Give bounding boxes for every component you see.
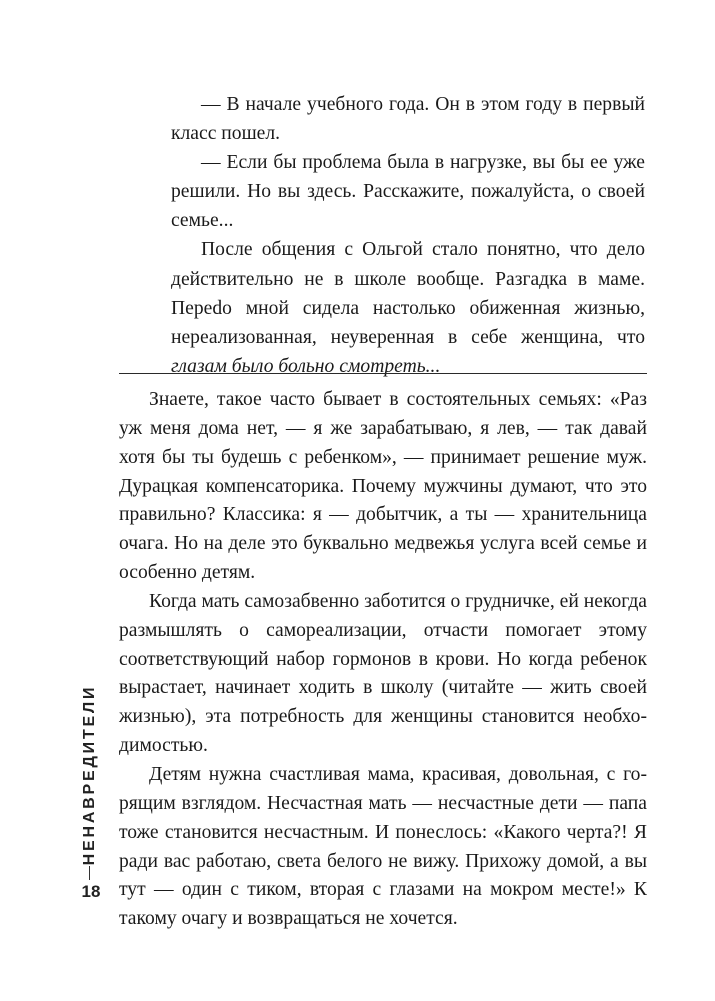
running-head-title: НЕНАВРЕДИТЕЛИ xyxy=(81,684,98,866)
paragraph-text: После общения с Ольгой стало понятно, что дело действительно не в школе вообще. Разгадка в маме. Переdо мной сидела настолько обиженная жизнью, нереализованная, неуверенная в себе женщина, что xyxy=(171,239,645,348)
dialogue-line: — Если бы проблема была в нагрузке, вы бы ее уже решили. Но вы здесь. Расскажите, пожалуйста, о своей семье... xyxy=(171,152,645,232)
running-head xyxy=(76,684,104,866)
section-divider xyxy=(119,373,647,374)
main-text xyxy=(119,386,647,934)
side-divider xyxy=(89,866,90,880)
italic-phrase: глазам было больно смотреть... xyxy=(171,355,441,377)
page-number: 18 xyxy=(81,882,101,901)
body-paragraph: Когда мать самозабвенно заботится о грудничке, ей некогда размышлять о самореализации, отчасти помогает этому соответствующий набор гормонов в крови. Но когда ребенок вырастает, начинает ходить в школу (читайте — жить своей жизнью), эта потребность для женщины становится необходимостью. xyxy=(119,590,647,757)
dialogue-line: — В начале учебного года. Он в этом году в первый класс пошел. xyxy=(171,94,645,145)
body-paragraph: Знаете, такое часто бывает в состоятельных семьях: «Раз уж меня дома нет, — я же зарабатываю, я лев, — так давай хотя бы ты будешь с ребенком», — принимает решение муж. Дурацкая компенсаторика. Почему мужчины думают, что это правильно? Классика: я — добытчик, а ты — хранительница очага. Но на деле это буквально медвежья услуга всей семье и особенно детям. xyxy=(119,389,647,584)
narrative-paragraph xyxy=(171,235,645,380)
dialogue-excerpt xyxy=(171,90,645,381)
body-paragraph: Детям нужна счастливая мама, красивая, довольная, с горящим взглядом. Несчастная мать — несчастные дети — папа тоже становится несчастным. И понеслось: «Какого черта?! Я ради вас работаю, света белого не вижу. Прихожу домой, а вы тут — один с тиком, вторая с глазами на мокром месте!» К такому очагу и возвращаться не хочется. xyxy=(119,763,647,930)
